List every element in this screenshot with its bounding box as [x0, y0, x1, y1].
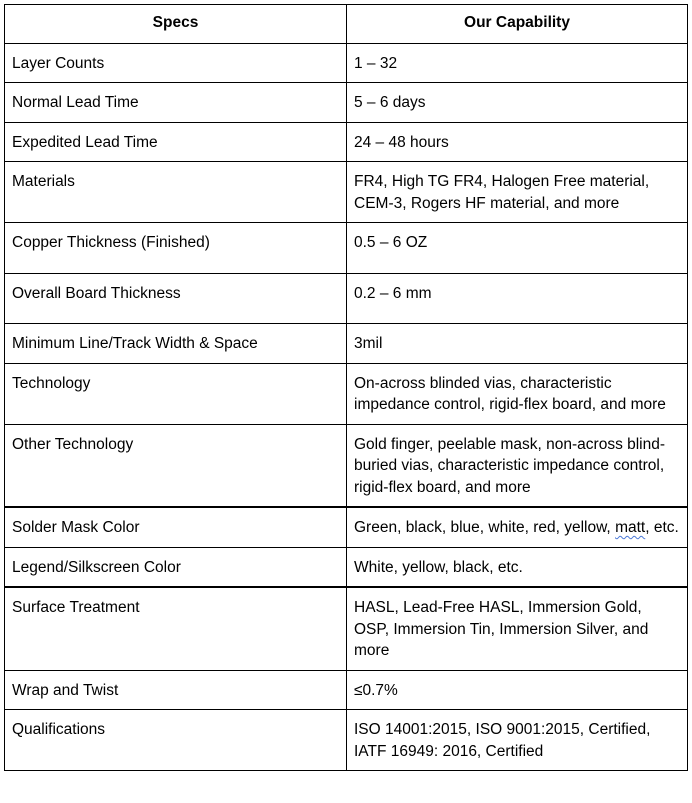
capability-cell: 24 – 48 hours: [347, 122, 688, 162]
table-row: [5, 507, 688, 547]
capability-table: [4, 4, 688, 771]
capability-cell: ≤0.7%: [347, 670, 688, 710]
table-row: [5, 324, 688, 364]
capability-cell: [347, 507, 688, 547]
capability-cell: 0.5 – 6 OZ: [347, 223, 688, 274]
table-row: [5, 710, 688, 771]
capability-cell: Gold finger, peelable mask, non-across blind-buried vias, characteristic impedance control, rigid-flex board, and more: [347, 424, 688, 507]
spec-cell: Surface Treatment: [5, 587, 347, 670]
header-specs: Specs: [5, 5, 347, 44]
capability-text: Green, black, blue, white, red, yellow,: [354, 519, 616, 536]
capability-cell: White, yellow, black, etc.: [347, 547, 688, 587]
capability-cell: ISO 14001:2015, ISO 9001:2015, Certified, IATF 16949: 2016, Certified: [347, 710, 688, 771]
spec-cell: Wrap and Twist: [5, 670, 347, 710]
spec-cell: Other Technology: [5, 424, 347, 507]
capability-table-container: [4, 4, 687, 771]
spec-cell: Solder Mask Color: [5, 507, 347, 547]
table-row: [5, 273, 688, 324]
table-row: [5, 122, 688, 162]
table-row: [5, 424, 688, 507]
capability-text: , etc.: [645, 519, 679, 536]
capability-cell: 3mil: [347, 324, 688, 364]
table-row: [5, 83, 688, 123]
capability-cell: On-across blinded vias, characteristic impedance control, rigid-flex board, and more: [347, 363, 688, 424]
spellcheck-flagged-word: matt: [615, 519, 646, 536]
table-row: [5, 43, 688, 83]
capability-cell: 5 – 6 days: [347, 83, 688, 123]
table-header-row: [5, 5, 688, 44]
capability-cell: FR4, High TG FR4, Halogen Free material, CEM-3, Rogers HF material, and more: [347, 162, 688, 223]
spec-cell: Technology: [5, 363, 347, 424]
table-row: [5, 670, 688, 710]
spec-cell: Normal Lead Time: [5, 83, 347, 123]
spec-cell: Copper Thickness (Finished): [5, 223, 347, 274]
spec-cell: Layer Counts: [5, 43, 347, 83]
spec-cell: Expedited Lead Time: [5, 122, 347, 162]
table-row: [5, 162, 688, 223]
header-capability: Our Capability: [347, 5, 688, 44]
spec-cell: Legend/Silkscreen Color: [5, 547, 347, 587]
spec-cell: Minimum Line/Track Width & Space: [5, 324, 347, 364]
spec-cell: Overall Board Thickness: [5, 273, 347, 324]
capability-cell: 0.2 – 6 mm: [347, 273, 688, 324]
capability-cell: HASL, Lead-Free HASL, Immersion Gold, OSP, Immersion Tin, Immersion Silver, and more: [347, 587, 688, 670]
spec-cell: Qualifications: [5, 710, 347, 771]
table-row: [5, 223, 688, 274]
table-row: [5, 547, 688, 587]
spec-cell: Materials: [5, 162, 347, 223]
table-row: [5, 587, 688, 670]
table-row: [5, 363, 688, 424]
capability-cell: 1 – 32: [347, 43, 688, 83]
